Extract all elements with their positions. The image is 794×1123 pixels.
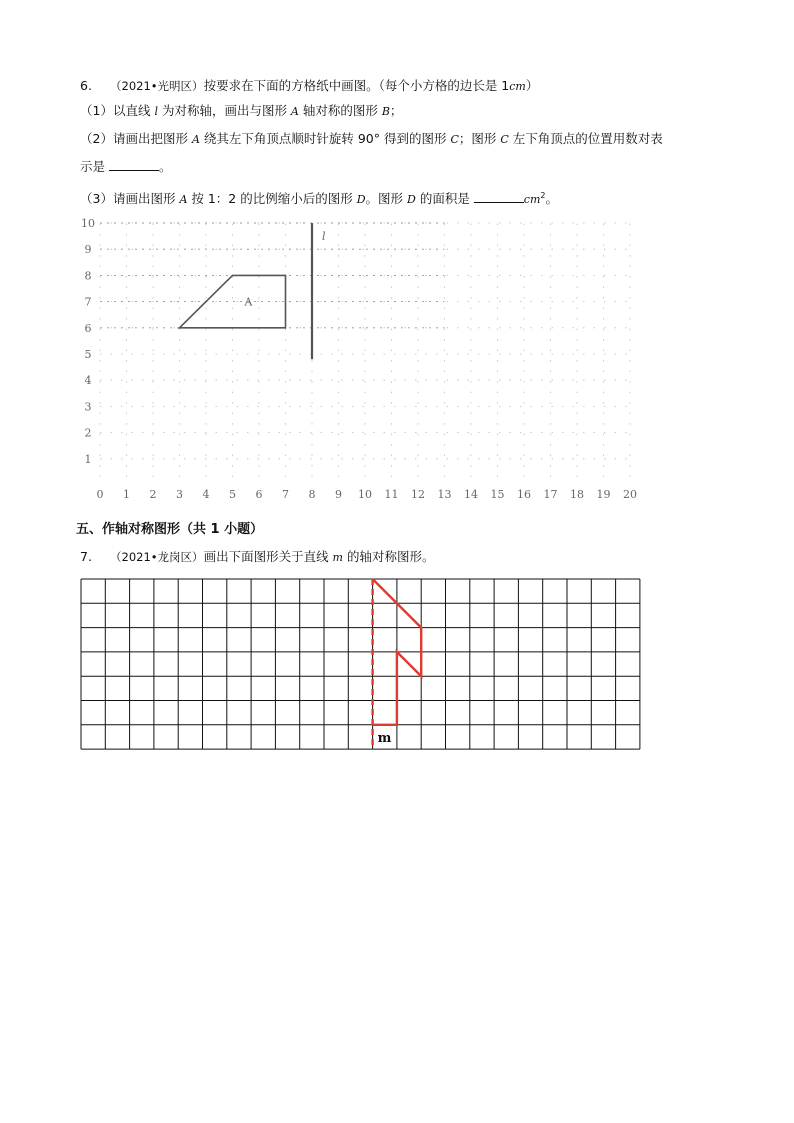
x-tick-label: 15 [490, 488, 505, 501]
q6-p3-text4: 的面积是 [415, 191, 474, 207]
y-tick-label: 7 [84, 295, 92, 309]
q6-p1-end: ； [389, 103, 403, 118]
y-tick-label: 2 [84, 426, 92, 440]
q6-p2-text3: ；图形 [458, 131, 501, 146]
q6-p2-C2: C [500, 133, 509, 146]
q6-p2-A: A [191, 133, 200, 146]
q6-stem-text: 按要求在下面的方格纸中画图。（每个小方格的边长是 1 [203, 78, 510, 93]
q6-number: 6. [80, 78, 92, 93]
q7-stem-m: m [332, 551, 343, 564]
x-tick-label: 11 [384, 488, 399, 501]
q6-stem-end: ） [525, 78, 539, 93]
x-tick-label: 12 [411, 488, 425, 501]
x-tick-label: 2 [149, 488, 157, 501]
q6-p3-D2: D [407, 193, 416, 207]
x-tick-label: 5 [229, 488, 236, 501]
x-tick-label: 17 [543, 488, 558, 501]
q6-p3-text2: 按 1：2 的比例缩小后的图形 [187, 191, 357, 207]
q6-p2-text2: 绕其左下角顶点顺时针旋转 90° 得到的图形 [199, 131, 451, 146]
y-tick-label: 3 [84, 400, 92, 414]
shape-A-label: A [244, 295, 253, 309]
q6-p2-C: C [450, 133, 459, 146]
q6-p3-text3: 。图形 [365, 191, 408, 207]
x-tick-label: 4 [202, 488, 210, 501]
x-tick-label: 1 [123, 488, 130, 501]
q6-p3-text: （3）请画出图形 [80, 191, 180, 207]
line-l-label: l [322, 230, 326, 244]
y-tick-label: 4 [84, 374, 92, 388]
y-tick-label: 5 [84, 348, 92, 361]
q6-p1-B: B [381, 105, 390, 118]
q6-p3-sup: 2 [540, 191, 546, 200]
x-tick-label: 16 [517, 488, 531, 501]
x-tick-label: 13 [437, 488, 452, 501]
x-tick-label: 6 [255, 488, 263, 501]
q7-stem-text2: 的轴对称图形。 [342, 549, 435, 564]
x-tick-label: 8 [308, 488, 316, 501]
y-tick-label: 6 [84, 321, 92, 335]
q6-source: （2021•光明区） [110, 79, 204, 93]
x-tick-label: 10 [358, 488, 372, 501]
q6-p1-text: （1）以直线 [80, 103, 155, 118]
x-tick-label: 0 [96, 488, 104, 501]
x-tick-label: 9 [335, 488, 342, 501]
q6-p2-text4: 左下角顶点的位置用数对表 [508, 131, 663, 146]
q6-p3-A: A [179, 193, 188, 207]
q6-p1-text3: 轴对称的图形 [298, 103, 382, 118]
y-tick-label: 9 [84, 243, 92, 257]
q7-source: （2021•龙岗区） [110, 550, 204, 564]
q6-p3-D: D [356, 193, 366, 207]
q6-p2-text5: 示是 [80, 159, 109, 174]
y-tick-label: 1 [84, 452, 92, 466]
y-tick-label: 10 [81, 217, 95, 230]
q6-p1-A: A [290, 105, 299, 118]
q6-stem-unit: cm [509, 80, 526, 93]
x-tick-label: 14 [464, 488, 478, 501]
x-tick-label: 18 [570, 488, 584, 501]
q6-p1-text2: 为对称轴，画出与图形 [157, 103, 291, 118]
q6-p1-l: l [154, 105, 158, 118]
x-tick-label: 3 [176, 488, 183, 501]
x-tick-label: 20 [623, 488, 637, 501]
y-tick-label: 8 [84, 269, 92, 283]
q6-p3-end: 。 [545, 191, 558, 207]
axis-m-label: m [377, 730, 392, 746]
section-heading: 五、作轴对称图形（共 1 小题） [76, 522, 264, 537]
q7-number: 7. [80, 549, 92, 564]
q6-p3-unit: cm [523, 193, 541, 207]
q6-p2-text: （2）请画出把图形 [80, 131, 192, 146]
q7-stem-text: 画出下面图形关于直线 [203, 549, 333, 564]
q6-p2-end: 。 [158, 159, 172, 174]
x-tick-label: 7 [282, 488, 289, 501]
x-tick-label: 19 [596, 488, 611, 501]
